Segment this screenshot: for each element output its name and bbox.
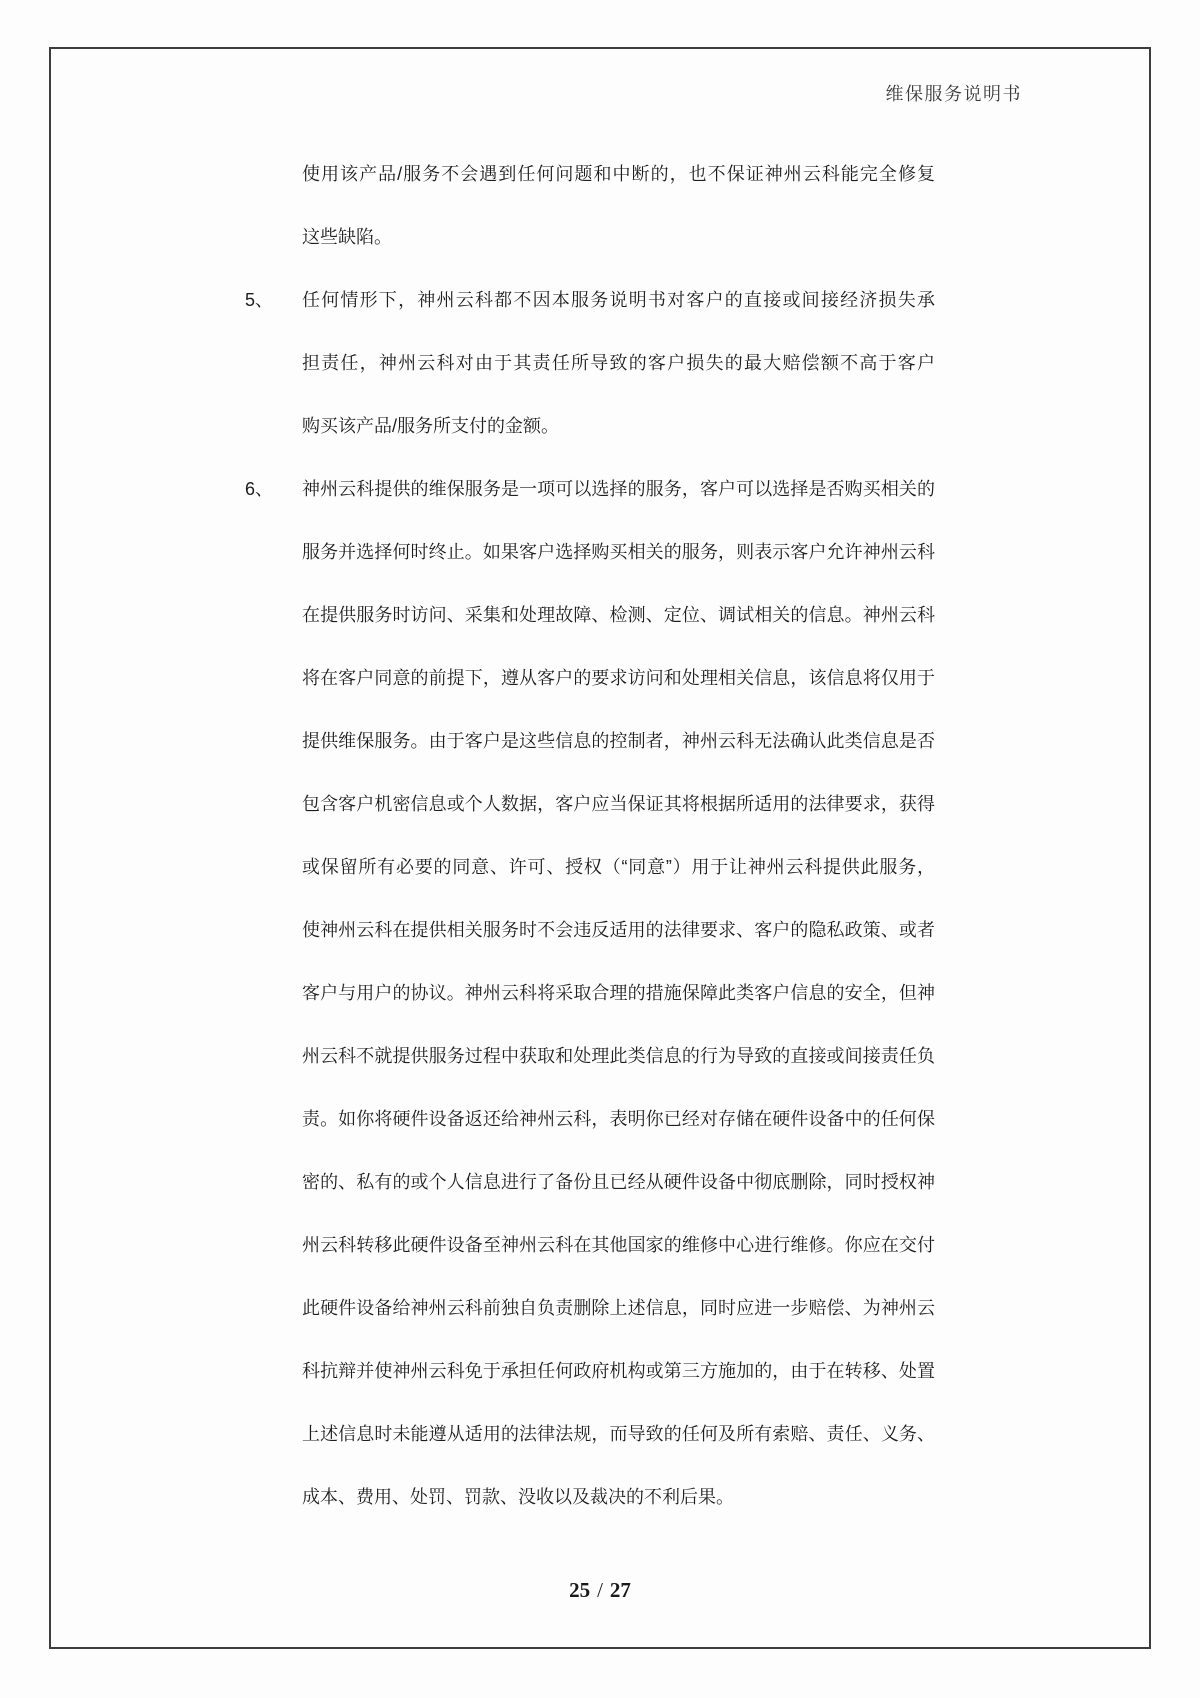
- paragraph-line: 担责任，神州云科对由于其责任所导致的客户损失的最大赔偿额不高于客户: [302, 353, 935, 373]
- paragraph-line: 成本、费用、处罚、罚款、没收以及裁决的不利后果。: [302, 1487, 734, 1507]
- header-title: 维保服务说明书: [885, 84, 1022, 104]
- paragraph-line: 神州云科提供的维保服务是一项可以选择的服务，客户可以选择是否购买相关的: [302, 479, 935, 499]
- paragraph-line: 在提供服务时访问、采集和处理故障、检测、定位、调试相关的信息。神州云科: [302, 605, 935, 625]
- paragraph-line: 密的、私有的或个人信息进行了备份且已经从硬件设备中彻底删除，同时授权神: [302, 1172, 935, 1192]
- paragraph-line: 上述信息时未能遵从适用的法律法规，而导致的任何及所有索赔、责任、义务、: [302, 1424, 935, 1444]
- list-item-number: 6、: [245, 479, 274, 499]
- paragraph-line: 任何情形下，神州云科都不因本服务说明书对客户的直接或间接经济损失承: [302, 290, 935, 310]
- list-item: [245, 269, 935, 458]
- paragraph-line: 服务并选择何时终止。如果客户选择购买相关的服务，则表示客户允许神州云科: [302, 542, 935, 562]
- list-item: [245, 143, 935, 269]
- paragraph-line: 或保留所有必要的同意、许可、授权（“同意”）用于让神州云科提供此服务，: [302, 857, 935, 877]
- paragraph-line: 责。如你将硬件设备返还给神州云科，表明你已经对存储在硬件设备中的任何保: [302, 1109, 935, 1129]
- list-item: [245, 458, 935, 1529]
- page-footer: [0, 1578, 1200, 1603]
- paragraph-line: 提供维保服务。由于客户是这些信息的控制者，神州云科无法确认此类信息是否: [302, 731, 935, 751]
- paragraph-line: 科抗辩并使神州云科免于承担任何政府机构或第三方施加的，由于在转移、处置: [302, 1361, 935, 1381]
- paragraph-line: 州云科不就提供服务过程中获取和处理此类信息的行为导致的直接或间接责任负: [302, 1046, 935, 1066]
- document-body: [245, 143, 935, 1529]
- paragraph-line: 使神州云科在提供相关服务时不会违反适用的法律要求、客户的隐私政策、或者: [302, 920, 935, 940]
- paragraph-line: 州云科转移此硬件设备至神州云科在其他国家的维修中心进行维修。你应在交付: [302, 1235, 935, 1255]
- paragraph-line: 包含客户机密信息或个人数据，客户应当保证其将根据所适用的法律要求，获得: [302, 794, 935, 814]
- paragraph-line: 这些缺陷。: [302, 227, 392, 247]
- paragraph-line: 使用该产品/服务不会遇到任何问题和中断的，也不保证神州云科能完全修复: [302, 164, 935, 184]
- page-header: [0, 80, 1022, 106]
- page-number-separator: /: [597, 1578, 603, 1602]
- list-item-number: 5、: [245, 290, 274, 310]
- page-number-current: 25: [569, 1578, 591, 1602]
- paragraph-line: 客户与用户的协议。神州云科将采取合理的措施保障此类客户信息的安全，但神: [302, 983, 935, 1003]
- paragraph-line: 此硬件设备给神州云科前独自负责删除上述信息，同时应进一步赔偿、为神州云: [302, 1298, 935, 1318]
- paragraph-line: 将在客户同意的前提下，遵从客户的要求访问和处理相关信息，该信息将仅用于: [302, 668, 935, 688]
- paragraph-line: 购买该产品/服务所支付的金额。: [302, 416, 559, 436]
- page-number-total: 27: [609, 1578, 631, 1602]
